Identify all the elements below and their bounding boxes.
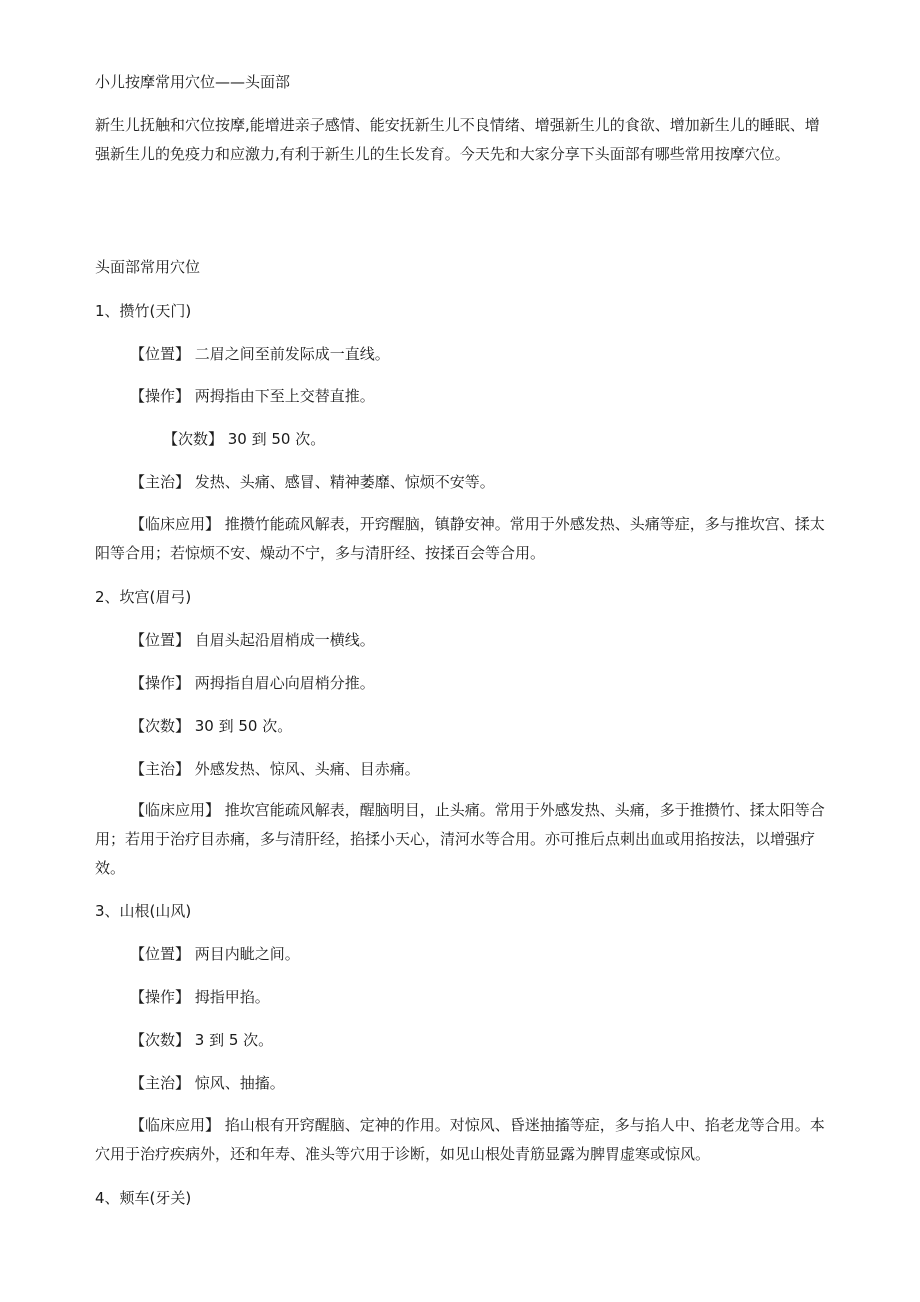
acupoint-heading: 2、坎宫(眉弓) [95,588,192,606]
acupoint-indication: 【主治】 外感发热、惊风、头痛、目赤痛。 [130,760,420,778]
acupoint-count: 【次数】 30 到 50 次。 [130,717,293,735]
acupoint-count: 【次数】 30 到 50 次。 [163,430,326,448]
acupoint-clinical: 【临床应用】 推攒竹能疏风解表，开窍醒脑，镇静安神。常用于外感发热、头痛等症，多与推坎宫、揉太阳等合用；若惊烦不安、燥动不宁，多与清肝经、按揉百会等合用。 [95,515,825,562]
section-heading: 头面部常用穴位 [95,258,201,276]
acupoint-count: 【次数】 3 到 5 次。 [130,1031,274,1049]
acupoint-operation: 【操作】 两拇指自眉心向眉梢分推。 [130,674,375,692]
acupoint-position: 【位置】 二眉之间至前发际成一直线。 [130,345,390,363]
acupoint-heading: 1、攒竹(天门) [95,302,192,320]
acupoint-indication: 【主治】 惊风、抽搐。 [130,1074,285,1092]
document-title: 小儿按摩常用穴位——头面部 [95,73,291,91]
acupoint-clinical: 【临床应用】 推坎宫能疏风解表，醒脑明目，止头痛。常用于外感发热、头痛，多于推攒竹、揉太阳等合用；若用于治疗目赤痛，多与清肝经，掐揉小天心，清河水等合用。亦可推后点刺出血或用掐按法，以增强疗效。 [95,801,825,877]
intro-paragraph: 新生儿抚触和穴位按摩,能增进亲子感情、能安抚新生儿不良情绪、增强新生儿的食欲、增加新生儿的睡眠、增强新生儿的免疫力和应激力,有利于新生儿的生长发育。今天先和大家分享下头面部有哪些常用按摩穴位。 [95,116,820,163]
acupoint-operation: 【操作】 拇指甲掐。 [130,988,270,1006]
acupoint-position: 【位置】 自眉头起沿眉梢成一横线。 [130,631,375,649]
acupoint-position: 【位置】 两目内眦之间。 [130,945,300,963]
acupoint-indication: 【主治】 发热、头痛、感冒、精神萎靡、惊烦不安等。 [130,473,495,491]
acupoint-heading: 4、颊车(牙关) [95,1189,192,1207]
acupoint-heading: 3、山根(山风) [95,902,192,920]
acupoint-clinical: 【临床应用】 掐山根有开窍醒脑、定神的作用。对惊风、昏迷抽搐等症，多与掐人中、掐老龙等合用。本穴用于治疗疾病外，还和年寿、准头等穴用于诊断，如见山根处青筋显露为脾胃虚寒或惊风。 [95,1116,825,1163]
acupoint-operation: 【操作】 两拇指由下至上交替直推。 [130,387,375,405]
